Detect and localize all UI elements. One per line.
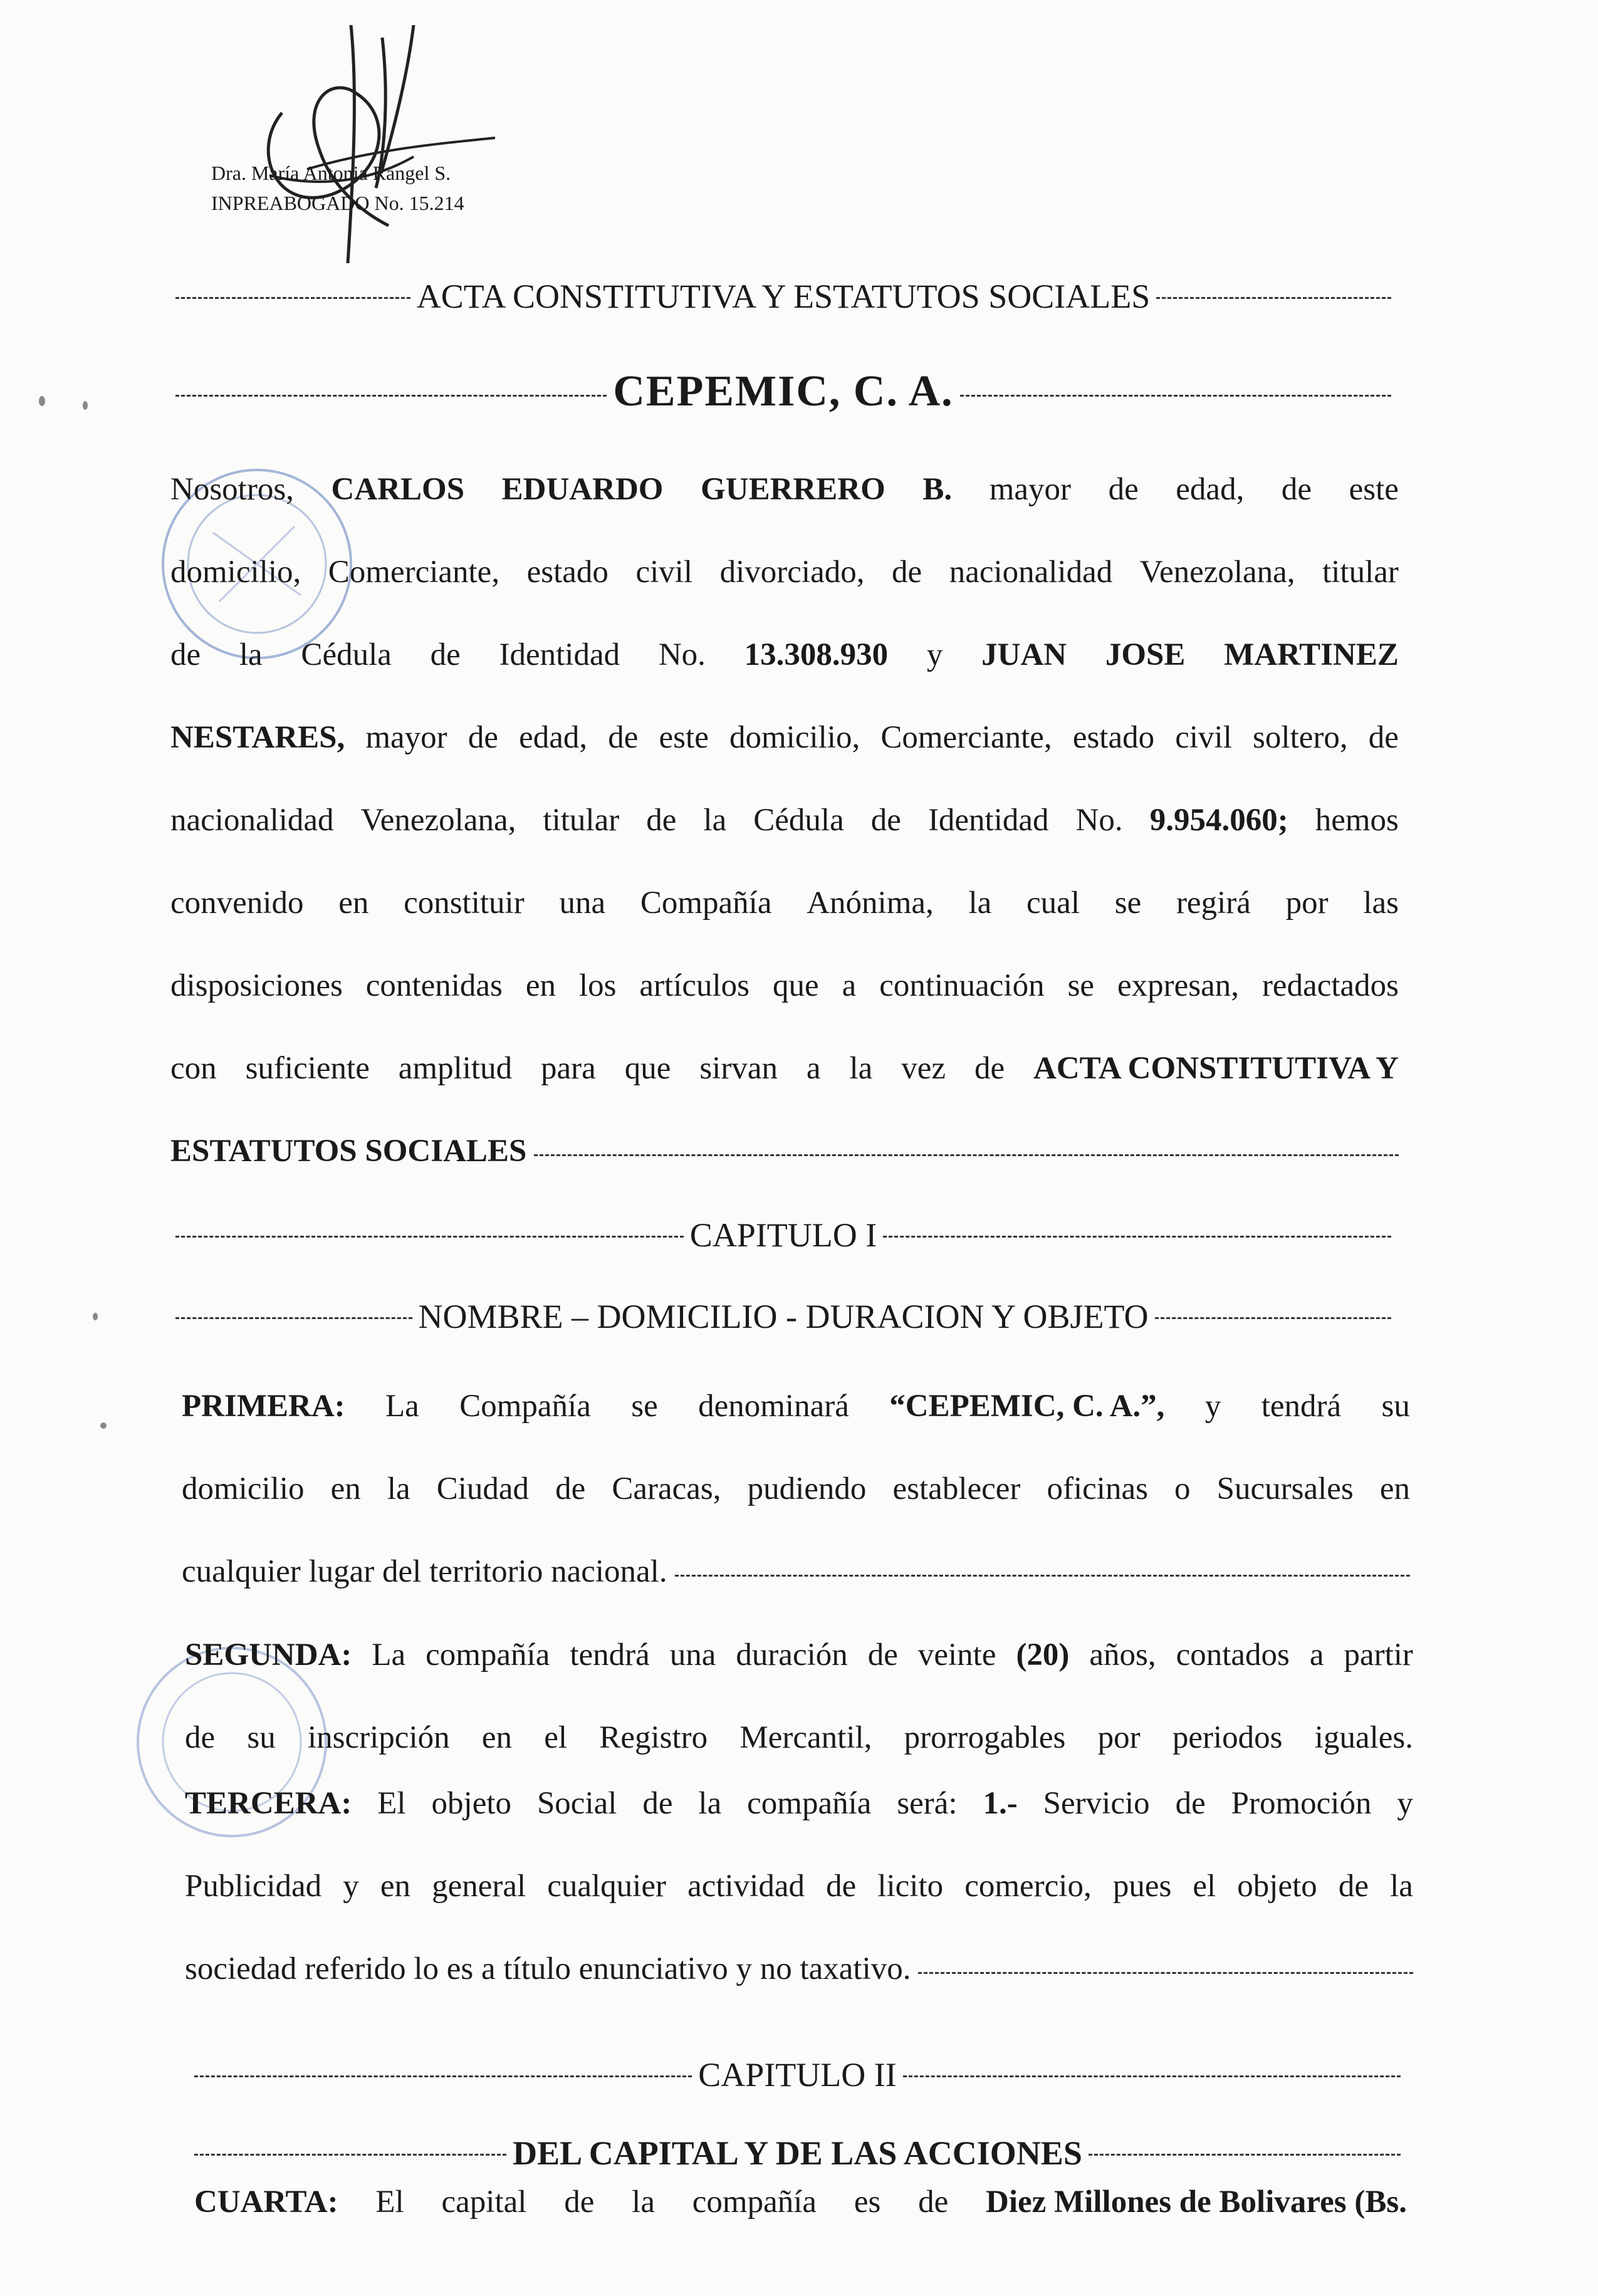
word: capital [441, 2184, 527, 2220]
word: a [842, 968, 857, 1003]
word: Venezolana, [1139, 555, 1295, 590]
word: de [1175, 1786, 1206, 1821]
word: periodos [1172, 1720, 1283, 1755]
word: Diez Millones de Bolivares (Bs. [986, 2184, 1407, 2220]
word: La [385, 1389, 419, 1424]
word: domicilio, [170, 555, 301, 590]
word: GUERRERO [701, 472, 885, 507]
dash-fill [534, 1154, 1399, 1156]
word: se [631, 1389, 658, 1424]
word: Servicio [1043, 1786, 1150, 1821]
intro-line-6 [170, 862, 1399, 944]
word: ESTATUTOS SOCIALES [170, 1134, 527, 1169]
company-name: CEPEMIC, C. A. [613, 367, 954, 415]
word: se [1067, 968, 1095, 1003]
word: B. [922, 472, 953, 507]
dash-fill [175, 297, 410, 299]
word: mayor [365, 720, 447, 755]
word: la [387, 1471, 410, 1506]
dash-fill [175, 1317, 412, 1319]
word: de [826, 1869, 857, 1904]
lawyer-info [211, 158, 464, 218]
word: de [974, 1051, 1005, 1086]
word: edad, [1176, 472, 1245, 507]
word: sociedad referido lo es a título enunciativo y no taxativo. [185, 1951, 911, 1986]
word: a [1309, 1637, 1324, 1672]
word: Compañía [640, 885, 772, 921]
intro-paragraph [170, 448, 1399, 1192]
word: artículos [639, 968, 750, 1003]
dash-fill [903, 2075, 1401, 2077]
word: convenido [170, 885, 304, 921]
word: Identidad [927, 803, 1049, 838]
word: Comerciante, [880, 720, 1052, 755]
doc-title-line [169, 277, 1397, 316]
word: de [1368, 720, 1399, 755]
primera-line-3 [182, 1530, 1410, 1613]
word: Publicidad [185, 1869, 322, 1904]
tercera-line-2 [185, 1845, 1413, 1928]
word: nacionalidad [949, 555, 1113, 590]
word: comercio, [964, 1869, 1092, 1904]
word: iguales. [1314, 1720, 1413, 1755]
word: ACTA CONSTITUTIVA Y [1033, 1051, 1399, 1086]
cuarta-line-1 [194, 2161, 1407, 2243]
primera-line-2 [182, 1448, 1410, 1530]
word: de [170, 637, 201, 672]
word: el [544, 1720, 568, 1755]
word: TERCERA: [185, 1786, 352, 1821]
word: titular [543, 803, 620, 838]
dash-fill [1155, 1317, 1392, 1319]
word: compañía [426, 1637, 550, 1672]
word: SEGUNDA: [185, 1637, 352, 1672]
word: NESTARES, [170, 720, 345, 755]
word: y [1204, 1389, 1221, 1424]
word: en [330, 1471, 361, 1506]
word: Venezolana, [360, 803, 516, 838]
word: una [669, 1637, 716, 1672]
company-title-line [169, 367, 1397, 417]
word: Cédula [301, 637, 392, 672]
doc-title: ACTA CONSTITUTIVA Y ESTATUTOS SOCIALES [416, 278, 1151, 315]
word: denominará [698, 1389, 849, 1424]
word: de [467, 720, 498, 755]
chapter-1-title-line [169, 1216, 1397, 1255]
scan-speck [83, 401, 88, 410]
chapter-2-title: CAPITULO II [698, 2056, 897, 2094]
word: prorrogables [904, 1720, 1066, 1755]
word: regirá [1176, 885, 1251, 921]
word: de [867, 1637, 898, 1672]
clause-cuarta [194, 2161, 1407, 2243]
word: la [849, 1051, 873, 1086]
word: contados [1176, 1637, 1290, 1672]
word: de [564, 2184, 595, 2220]
word: Anónima, [807, 885, 934, 921]
tercera-line-3 [185, 1928, 1413, 2010]
word: duración [736, 1637, 848, 1672]
chapter-1-title: CAPITULO I [689, 1216, 877, 1254]
word: 9.954.060; [1149, 803, 1288, 838]
chapter-2-subtitle: DEL CAPITAL Y DE LAS ACCIONES [513, 2134, 1082, 2172]
word: Promoción [1231, 1786, 1372, 1821]
word: inscripción [308, 1720, 450, 1755]
word: de [870, 803, 901, 838]
word: La [372, 1637, 406, 1672]
word: MARTINEZ [1224, 637, 1399, 672]
word: para [541, 1051, 596, 1086]
scan-speck [93, 1313, 98, 1320]
dash-fill [960, 395, 1391, 397]
word: 13.308.930 [744, 637, 889, 672]
word: soltero, [1253, 720, 1348, 755]
chapter-1-subtitle-line [169, 1297, 1397, 1336]
word: será: [897, 1786, 958, 1821]
word: Caracas, [612, 1471, 721, 1506]
word: de [1281, 472, 1312, 507]
dash-fill [675, 1575, 1410, 1577]
word: CARLOS [331, 472, 465, 507]
word: o [1174, 1471, 1191, 1506]
word: de [892, 555, 922, 590]
word: expresan, [1117, 968, 1239, 1003]
word: y [343, 1869, 359, 1904]
word: y [1397, 1786, 1413, 1821]
word: por [1285, 885, 1329, 921]
word: su [247, 1720, 276, 1755]
word: la [703, 803, 727, 838]
word: redactados [1261, 968, 1399, 1003]
intro-line-3 [170, 613, 1399, 696]
word: estado [1072, 720, 1155, 755]
word: que [624, 1051, 671, 1086]
intro-line-5 [170, 779, 1399, 862]
word: continuación [879, 968, 1045, 1003]
word: de [1108, 472, 1139, 507]
word: Comerciante, [328, 555, 500, 590]
word: establecer [892, 1471, 1021, 1506]
word: veinte [917, 1637, 996, 1672]
word: pudiendo [747, 1471, 867, 1506]
word: sirvan [699, 1051, 778, 1086]
word: el [1193, 1869, 1216, 1904]
word: tendrá [1261, 1389, 1342, 1424]
word: tendrá [570, 1637, 650, 1672]
word: domicilio [182, 1471, 305, 1506]
word: objeto [1237, 1869, 1317, 1904]
word: licito [877, 1869, 944, 1904]
word: suficiente [245, 1051, 370, 1086]
dash-fill [194, 2154, 506, 2156]
word: de [646, 803, 677, 838]
word: JUAN [981, 637, 1067, 672]
intro-line-4 [170, 696, 1399, 779]
intro-line-9 [170, 1110, 1399, 1192]
word: Ciudad [436, 1471, 530, 1506]
word: en [380, 1869, 410, 1904]
word: edad, [519, 720, 588, 755]
word: es [854, 2184, 881, 2220]
word: estado [526, 555, 608, 590]
word: Sucursales [1216, 1471, 1354, 1506]
word: “CEPEMIC, C. A.”, [889, 1389, 1165, 1424]
word: mayor [989, 472, 1071, 507]
word: de [430, 637, 461, 672]
word: disposiciones [170, 968, 343, 1003]
word: por [1097, 1720, 1141, 1755]
word: en [1379, 1471, 1410, 1506]
lawyer-registration: INPREABOGADO No. 15.214 [211, 192, 464, 214]
dash-fill [194, 2075, 692, 2077]
dash-fill [175, 1236, 684, 1238]
word: (20) [1016, 1637, 1070, 1672]
word: hemos [1315, 803, 1399, 838]
primera-line-1 [182, 1365, 1410, 1448]
word: EDUARDO [501, 472, 664, 507]
word: de [1338, 1869, 1369, 1904]
word: titular [1322, 555, 1399, 590]
dash-fill [1156, 297, 1391, 299]
word: de [185, 1720, 216, 1755]
word: El [375, 2184, 404, 2220]
intro-line-8 [170, 1027, 1399, 1110]
lawyer-name: Dra. María Antonia Rangel S. [211, 162, 451, 184]
word: Registro [599, 1720, 708, 1755]
word: años, [1089, 1637, 1156, 1672]
clause-tercera [185, 1762, 1413, 2010]
word: las [1363, 885, 1399, 921]
word: este [659, 720, 709, 755]
dash-fill [883, 1236, 1391, 1238]
intro-line-2 [170, 531, 1399, 613]
word: la [968, 885, 992, 921]
word: la [1390, 1869, 1413, 1904]
word: la [698, 1786, 722, 1821]
word: cual [1026, 885, 1080, 921]
clause-segunda [185, 1614, 1413, 1779]
scan-speck [39, 396, 45, 406]
word: se [1114, 885, 1142, 921]
word: JOSE [1105, 637, 1186, 672]
word: Social [536, 1786, 617, 1821]
word: de [608, 720, 639, 755]
word: nacionalidad [170, 803, 334, 838]
word: vez [901, 1051, 946, 1086]
signature-graphic [207, 25, 501, 276]
word: su [1381, 1389, 1410, 1424]
word: Nosotros, [170, 472, 294, 507]
word: amplitud [398, 1051, 513, 1086]
word: pues [1112, 1869, 1172, 1904]
tercera-line-1 [185, 1762, 1413, 1845]
word: El [377, 1786, 406, 1821]
word: compañía [747, 1786, 872, 1821]
word: CUARTA: [194, 2184, 338, 2220]
word: Compañía [459, 1389, 591, 1424]
word: con [170, 1051, 217, 1086]
word: divorciado, [719, 555, 865, 590]
word: civil [635, 555, 693, 590]
word: la [632, 2184, 655, 2220]
intro-line-1 [170, 448, 1399, 531]
dash-fill [175, 395, 607, 397]
clause-primera [182, 1365, 1410, 1613]
word: los [578, 968, 617, 1003]
word: cualquier lugar del territorio nacional. [182, 1554, 667, 1589]
word: PRIMERA: [182, 1389, 345, 1424]
word: No. [658, 637, 706, 672]
word: Mercantil, [739, 1720, 872, 1755]
word: Identidad [499, 637, 620, 672]
word: Cédula [753, 803, 844, 838]
word: en [481, 1720, 513, 1755]
word: civil [1175, 720, 1232, 755]
word: domicilio, [729, 720, 860, 755]
word: cualquier [547, 1869, 666, 1904]
word: y [926, 637, 943, 672]
word: en [338, 885, 369, 921]
dash-fill [918, 1972, 1413, 1974]
word: que [773, 968, 819, 1003]
word: 1.- [983, 1786, 1018, 1821]
scan-speck [100, 1422, 107, 1429]
word: general [432, 1869, 526, 1904]
word: compañía [692, 2184, 817, 2220]
word: en [525, 968, 556, 1003]
word: constituir [404, 885, 525, 921]
word: de [918, 2184, 949, 2220]
word: objeto [431, 1786, 512, 1821]
word: este [1349, 472, 1399, 507]
word: actividad [687, 1869, 805, 1904]
intro-line-7 [170, 944, 1399, 1027]
word: una [559, 885, 606, 921]
word: a [806, 1051, 821, 1086]
word: de [642, 1786, 673, 1821]
word: partir [1344, 1637, 1413, 1672]
word: oficinas [1047, 1471, 1148, 1506]
dash-fill [1089, 2154, 1401, 2156]
word: No. [1075, 803, 1123, 838]
chapter-1-subtitle: NOMBRE – DOMICILIO - DURACION Y OBJETO [418, 1298, 1149, 1335]
segunda-line-1 [185, 1614, 1413, 1696]
word: la [239, 637, 263, 672]
word: de [555, 1471, 586, 1506]
chapter-2-title-line [188, 2055, 1407, 2094]
word: contenidas [365, 968, 503, 1003]
